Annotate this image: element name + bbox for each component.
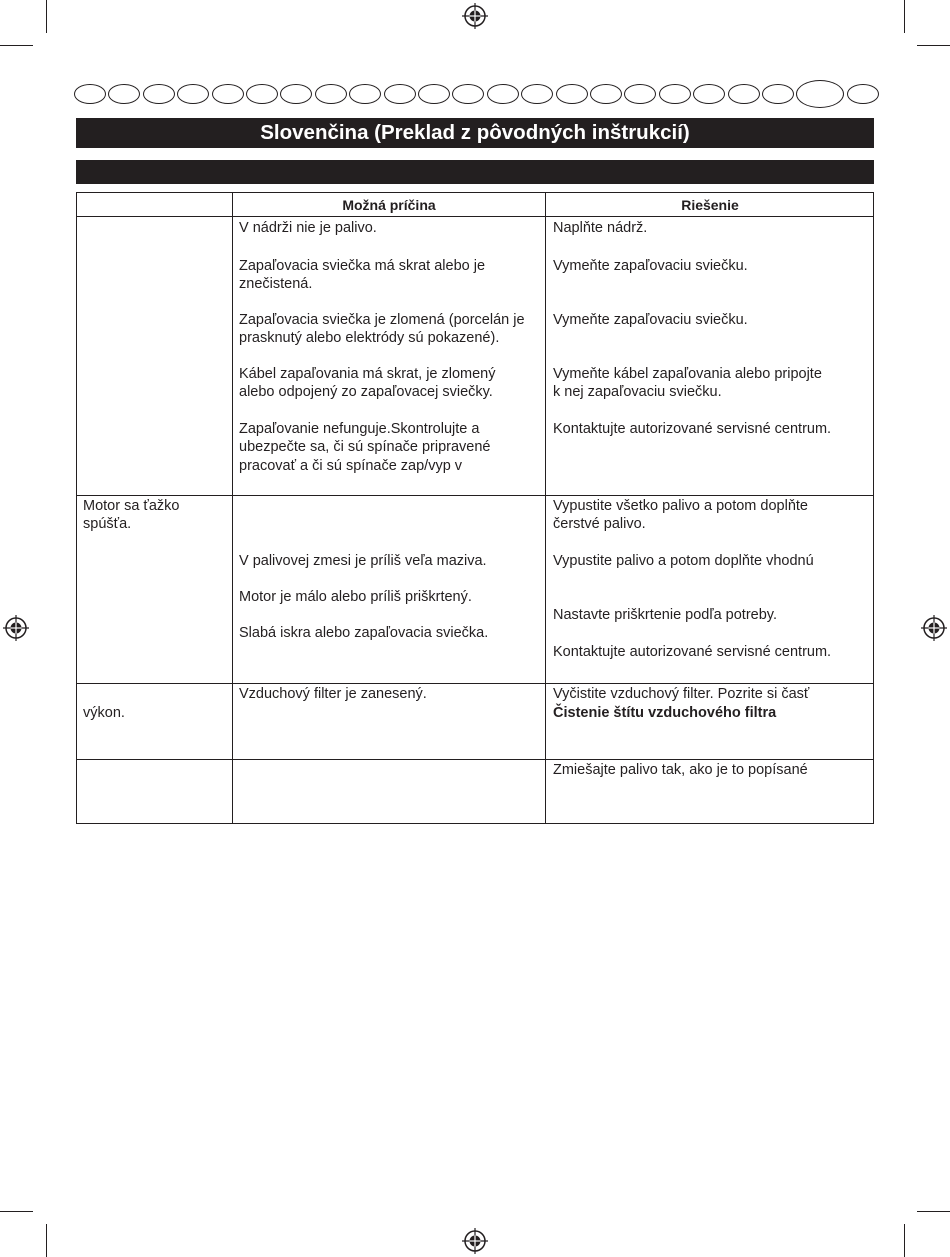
registration-mark-icon (3, 615, 29, 641)
cause-text: prasknutý alebo elektródy sú pokazené). (239, 330, 500, 346)
cause-text: alebo odpojený zo zapaľovacej sviečky. (239, 384, 493, 400)
crop-mark (917, 45, 950, 46)
solution-text: Naplňte nádrž. (553, 220, 648, 236)
registration-mark-icon (921, 615, 947, 641)
page-title: Slovenčina (Preklad z pôvodných inštrukcií) (76, 118, 874, 148)
language-tab-active (796, 80, 844, 108)
registration-mark-icon (462, 3, 488, 29)
section-reference-bold: Čistenie štítu vzduchového filtra (553, 705, 777, 721)
header-problem (77, 195, 232, 215)
crop-mark (904, 1224, 905, 1257)
solution-text: čerstvé palivo. (553, 516, 646, 532)
language-tab (246, 84, 278, 104)
language-tab (693, 84, 725, 104)
solution-text: Vymeňte zapaľovaciu sviečku. (553, 312, 748, 328)
solution-text: Vypustite všetko palivo a potom doplňte (553, 498, 808, 514)
language-tab (728, 84, 760, 104)
cause-text: ubezpečte sa, či sú spínače pripravené (239, 439, 491, 455)
solution-text: Zmiešajte palivo tak, ako je to popísané (553, 762, 808, 778)
language-tab (487, 84, 519, 104)
crop-mark (46, 0, 47, 33)
crop-mark (917, 1211, 950, 1212)
cause-text: Zapaľovacia sviečka má skrat alebo je (239, 258, 486, 274)
cause-text: Zapaľovacia sviečka je zlomená (porcelán je (239, 312, 525, 328)
language-tab (762, 84, 794, 104)
cause-text: Motor je málo alebo príliš priškrtený. (239, 589, 472, 605)
troubleshooting-table (76, 192, 874, 824)
solution-text: Vymeňte kábel zapaľovania alebo pripojte (553, 366, 822, 382)
solution-text: Nastavte priškrtenie podľa potreby. (553, 607, 777, 623)
solution-text: Kontaktujte autorizované servisné centrum. (553, 644, 832, 660)
problem-text: výkon. (83, 705, 125, 721)
cause-text: V palivovej zmesi je príliš veľa maziva. (239, 553, 487, 569)
crop-mark (904, 0, 905, 33)
crop-mark (0, 45, 33, 46)
language-tab (108, 84, 140, 104)
language-tab (349, 84, 381, 104)
header-cause: Možná príčina (342, 197, 436, 213)
header-solution: Riešenie (681, 197, 739, 213)
language-tab (177, 84, 209, 104)
registration-mark-icon (462, 1228, 488, 1254)
solution-text: Vyčistite vzduchový filter. Pozrite si časť (553, 686, 810, 702)
solution-text: k nej zapaľovaciu sviečku. (553, 384, 722, 400)
language-tabs (74, 84, 874, 106)
language-tab (418, 84, 450, 104)
language-tab (847, 84, 879, 104)
cause-text: pracovať a či sú spínače zap/vyp v (239, 458, 463, 474)
language-tab (212, 84, 244, 104)
language-tab (143, 84, 175, 104)
language-tab (521, 84, 553, 104)
language-tab (452, 84, 484, 104)
problem-text: Motor sa ťažko (83, 498, 180, 514)
problem-text: spúšťa. (83, 516, 132, 532)
solution-text: Kontaktujte autorizované servisné centrum. (553, 421, 832, 437)
language-tab (590, 84, 622, 104)
cause-text: znečistená. (239, 276, 313, 292)
solution-section-reference (553, 704, 776, 722)
cause-text: V nádrži nie je palivo. (239, 220, 377, 236)
language-tab (384, 84, 416, 104)
language-tab (659, 84, 691, 104)
solution-text: Vymeňte zapaľovaciu sviečku. (553, 258, 748, 274)
language-tab (556, 84, 588, 104)
cause-text: Kábel zapaľovania má skrat, je zlomený (239, 366, 496, 382)
language-tab (624, 84, 656, 104)
cause-text: Zapaľovanie nefunguje.Skontrolujte a (239, 421, 480, 437)
language-tab (280, 84, 312, 104)
language-tab (315, 84, 347, 104)
language-tab (74, 84, 106, 104)
cause-text: Slabá iskra alebo zapaľovacia sviečka. (239, 625, 489, 641)
section-heading (76, 160, 874, 184)
solution-text: Vypustite palivo a potom doplňte vhodnú (553, 553, 814, 569)
crop-mark (0, 1211, 33, 1212)
crop-mark (46, 1224, 47, 1257)
cause-text: Vzduchový filter je zanesený. (239, 686, 427, 702)
